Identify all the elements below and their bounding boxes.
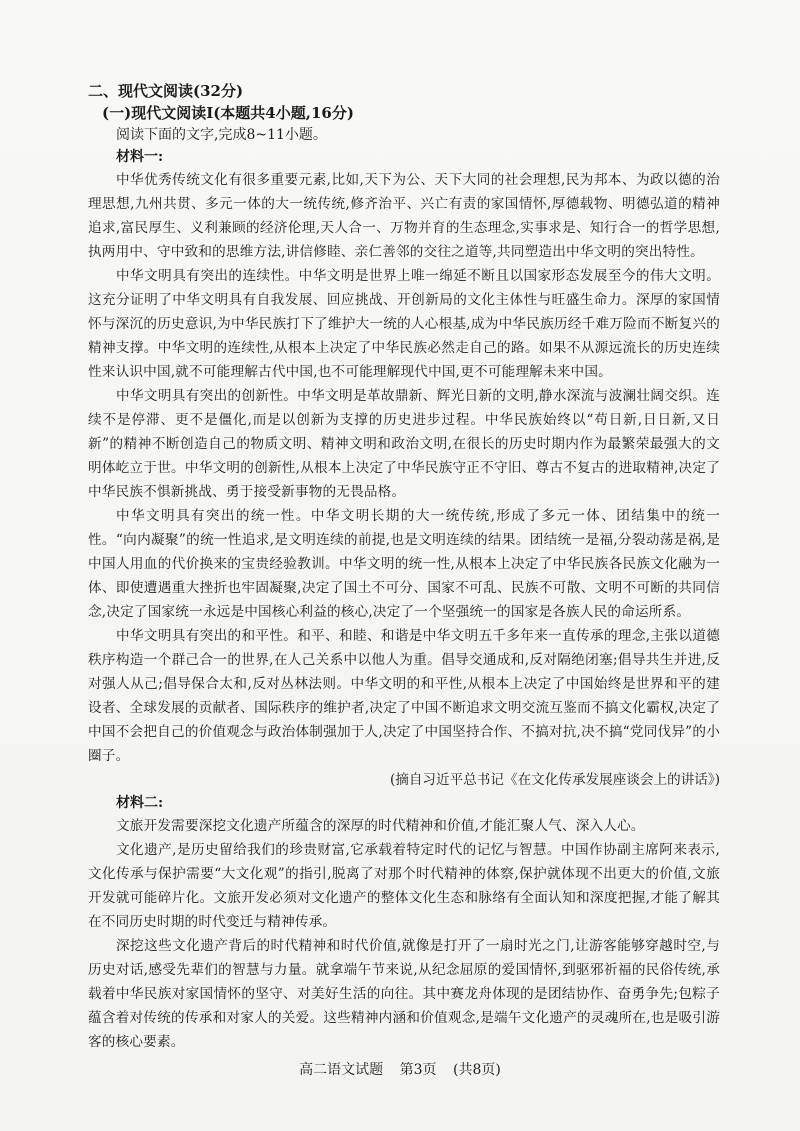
material-one-label: 材料一: — [116, 149, 164, 165]
material-one-paragraph: 中华文明具有突出的创新性。中华文明是革故鼎新、辉光日新的文明,静水深流与波澜壮阔交织。连续不是停滞、更不是僵化,而是以创新为支撑的历史进步过程。中华民族始终以“苟日新,日日新,又日新”的精神不断创造自己的物质文明、精神文明和政治文明,在很长的历史时期内作为最繁荣最强大的文明体屹立于世。中华文明的创新性,从根本上决定了中华民族守正不守旧、尊古不复古的进取精神,决定了中华民族不惧新挑战、勇于接受新事物的无畏品格。 — [88, 388, 720, 500]
material-two-paragraph: 文旅开发需要深挖文化遗产所蕴含的深厚的时代精神和价值,才能汇聚人气、深入人心。 — [116, 818, 645, 834]
material-one-paragraph: 中华优秀传统文化有很多重要元素,比如,天下为公、天下大同的社会理想,民为邦本、为政以德的治理思想,九州共贯、多元一体的大一统传统,修齐治平、兴亡有责的家国情怀,厚德载物、明德弘道的精神追求,富民厚生、义利兼顾的经济伦理,天人合一、万物并育的生态理念,实事求是、知行合一的哲学思想,执两用中、守中致和的思维方法,讲信修睦、亲仁善邻的交往之道等,共同塑造出中华文明的突出特性。 — [88, 172, 720, 260]
material-one-paragraph: 中华文明具有突出的和平性。和平、和睦、和谐是中华文明五千多年来一直传承的理念,主张以道德秩序构造一个群己合一的世界,在人己关系中以他人为重。倡导交通成和,反对隔绝闭塞;倡导共生并进,反对强人从己;倡导保合太和,反对丛林法则。中华文明的和平性,从根本上决定了中国始终是世界和平的建设者、全球发展的贡献者、国际秩序的维护者,决定了中国不断追求文明交流互鉴而不搞文化霸权,决定了中国不会把自己的价值观念与政治体制强加于人,决定了中国坚持合作、不搞对抗,决不搞“党同伐异”的小圈子。 — [88, 628, 720, 764]
footer-total-pages: (共8页) — [452, 1062, 501, 1078]
material-one-paragraph: 中华文明具有突出的统一性。中华文明长期的大一统传统,形成了多元一体、团结集中的统一性。“向内凝聚”的统一性追求,是文明连续的前提,也是文明连续的结果。团结统一是福,分裂动荡是祸,是中国人用血的代价换来的宝贵经验教训。中华文明的统一性,从根本上决定了中华民族各民族文化融为一体、即使遭遇重大挫折也牢固凝聚,决定了国土不可分、国家不可乱、民族不可散、文明不可断的共同信念,决定了国家统一永远是中国核心利益的核心,决定了一个坚强统一的国家是各族人民的命运所系。 — [88, 508, 720, 620]
footer-exam-title: 高二语文试题 — [299, 1062, 384, 1078]
material-one-source: (摘自习近平总书记《在文化传承发展座谈会上的讲话》) — [389, 772, 720, 788]
material-one-paragraph: 中华文明具有突出的连续性。中华文明是世界上唯一绵延不断且以国家形态发展至今的伟大文明。这充分证明了中华文明具有自我发展、回应挑战、开创新局的文化主体性与旺盛生命力。深厚的家国情怀与深沉的历史意识,为中华民族打下了维护大一统的人心根基,成为中华民族历经千难万险而不断复兴的精神支撑。中华文明的连续性,从根本上决定了中华民族必然走自己的路。如果不从源远流长的历史连续性来认识中国,就不可能理解古代中国,也不可能理解现代中国,更不可能理解未来中国。 — [88, 268, 720, 380]
material-two-paragraph: 深挖这些文化遗产背后的时代精神和时代价值,就像是打开了一扇时光之门,让游客能够穿越时空,与历史对话,感受先辈们的智慧与力量。就拿端午节来说,从纪念屈原的爱国情怀,到驱邪祈福的民俗传统,承载着中华民族对家国情怀的坚守、对美好生活的向往。其中赛龙舟体现的是团结协作、奋勇争先;包粽子蕴含着对传统的传承和对家人的关爱。这些精神内涵和价值观念,是端午文化遗产的灵魂所在,也是吸引游客的核心要素。 — [88, 938, 720, 1050]
material-two-paragraph: 文化遗产,是历史留给我们的珍贵财富,它承载着特定时代的记忆与智慧。中国作协副主席阿来表示,文化传承与保护需要“大文化观”的指引,脱离了对那个时代精神的体察,保护就体现不出更大的价值,文旅开发就可能碎片化。文旅开发必须对文化遗产的整体文化生态和脉络有全面认知和深度把握,才能了解其在不同历史时期的时代变迁与精神传承。 — [88, 842, 720, 930]
page-content — [88, 80, 720, 1054]
subsection-title: (一)现代文阅读Ⅰ(本题共4小题,16分) — [102, 104, 354, 122]
section-title: 二、现代文阅读(32分) — [88, 82, 244, 100]
footer-page-number: 第3页 — [399, 1062, 437, 1078]
material-two-label: 材料二: — [116, 795, 164, 811]
instruction-text: 阅读下面的文字,完成8~11小题。 — [116, 127, 327, 143]
page-footer — [0, 1060, 800, 1080]
